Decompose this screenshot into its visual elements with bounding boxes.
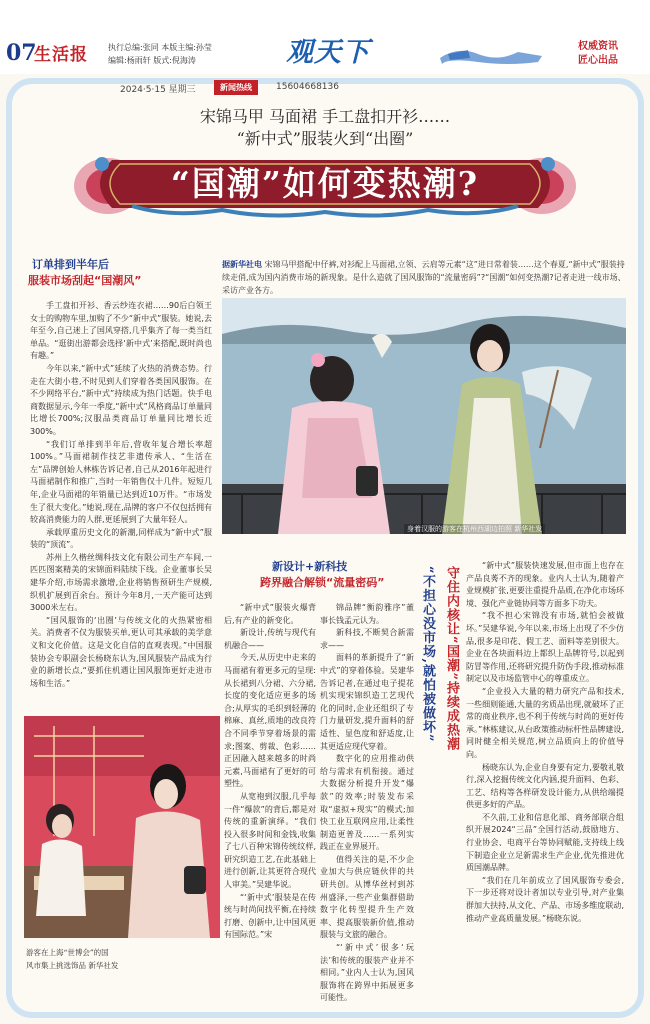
- middle-c1-para-1: “新中式”服装火爆背后,有产业的新变化。: [224, 603, 316, 625]
- intro-paragraph: [222, 258, 626, 297]
- staff-line-2: 编辑:杨雨轩 版式:倪海涛: [108, 56, 196, 65]
- middle-article-col-1: [224, 602, 316, 1008]
- section-title: 观天下: [286, 37, 370, 68]
- middle-c2-para-6: “‘新中式’很多‘玩法’和传统的服装产业并不相同。”业内人士认为,国风服饰将在跨界中拓展更多可能性。: [320, 943, 414, 1003]
- right-vertical-title-1: 守住内核让“国潮”持续成热潮: [444, 566, 459, 751]
- left-para-4: 承载厚重历史文化的新潮,同样成为“新中式”服装的“顶流”。: [30, 527, 212, 550]
- staff-line-1: 执行总编:张同 本版主编:孙莹: [108, 43, 212, 52]
- right-para-2: “我不担心宋锦没有市场,就怕会被做坏。”吴建华说,今年以来,市场上出现了不少仿品,很多是印花、假工艺、面料等差别很大。企业在各块面料边上都织上品牌符号,以起到防冒等作用,还将研究提升防伪手段,推动标准制定以及市场监管中心的尊重成立。: [466, 611, 624, 684]
- page-number: 07: [6, 40, 37, 66]
- photo2-caption-line-1: 游客在上海“世博会”的国: [26, 948, 109, 957]
- main-headline: “国潮”如何变热潮?: [170, 164, 480, 203]
- hotline-phone: 15604668136: [276, 82, 339, 92]
- dateline: [120, 80, 520, 96]
- middle-article-col-2: [320, 602, 414, 1008]
- middle-c1-para-5: “‘新中式’服装是在传统与时尚间找平衡,在持续打磨、创新中,让中国风更有国际范。”宋: [224, 892, 316, 940]
- left-subhead-1: 订单排到半年后: [32, 258, 109, 271]
- middle-c2-para-5: 值得关注的是,不少企业加大与供应链伙伴的共研共创。从博华丝村到苏州盛泽,一些产业集群借助数字化转型提升生产效率、提高服装新价值,推动服装与文旅的融合。: [320, 854, 414, 940]
- right-para-5: 不久前,工业和信息化部、商务部联合组织开展2024“三品”全国行活动,鼓励地方、行业协会、电商平台等协同赋能,支持线上线下制造企业立足新需求生产企业,优先推进优质国潮品牌。: [466, 812, 624, 873]
- right-para-1: “新中式”服装快速发展,但市面上也存在产品良莠不齐的现象。业内人士认为,随着产业规模扩张,更要注重提升品质,在净化市场环境、强化产业链协同等方面多下功夫。: [466, 561, 624, 608]
- left-para-6: “国风服饰的‘出圈’与传统文化的火热紧密相关。消费者不仅为服装买单,更认可其承载的美学意义和文化价值。这是文化自信的直观表现。”中国服装协会专职副会长杨晓东认为,国风服装产品成为行业的新增长点,“要抓住机遇让国风服饰更好走进市场和生活。”: [30, 615, 212, 688]
- middle-c2-para-3: 面料的革新提升了“新中式”的穿着体验。吴建华告诉记者,在通过电子提花机实现宋锦织造工艺现代化的同时,企业还组织了专门力量研发,提升面料的舒适性、显色度和舒适度,让其更适应现代穿着。: [320, 653, 414, 751]
- intro-source: 据新华社电: [222, 260, 262, 269]
- middle-c2-para-1: 锦品牌“衡韵雅序”董事长钱孟元认为。: [320, 603, 414, 625]
- right-para-4: 杨晓东认为,企业自身要有定力,要敬礼敬行,深入挖掘传统文化内涵,提升面料、色彩、工艺、结构等各样研发设计能力,从供给端提供更多好的产品。: [466, 762, 624, 810]
- slogan-line-2: 匠心出品: [578, 55, 618, 66]
- left-para-1: 手工盘扣开衫、香云纱连衣裙……90后白领王女士的购物车里,加购了不少“新中式”服装。她说,去年至今,自己迷上了国风穿搭,几乎集齐了每一类当红单品。“逛街出游都会选择‘新中式’来搭配,既时尚也有趣。”: [30, 301, 212, 361]
- middle-subhead-2: 跨界融合解锁“流量密码”: [260, 576, 385, 589]
- kicker-line-2: “新中式”服装火到“出圈”: [236, 129, 414, 148]
- issue-date: 2024·5·15 星期三: [120, 85, 196, 95]
- staff-credits: [108, 41, 212, 67]
- left-para-3: “我们订单排到半年后,营收年复合增长率超100%。”马面裙制作技艺非遗传承人、“生活在左”品牌创始人林栋告诉记者,自己从2016年起进行马面裙制作和推广,当时一年销售仅十几件。短短几年,企业马面裙的年销量已达到近10万件。“市场发生了很大变化。”她说,现在,品牌的客户不仅包括拥有较高消费能力的人群,更延展到了大量年轻人。: [30, 439, 212, 525]
- masthead: [0, 0, 650, 74]
- left-subhead-2: 服装市场刮起“国潮风”: [28, 274, 142, 287]
- photo2-caption: [26, 946, 216, 972]
- middle-c2-para-4: 数字化的应用推动供给与需求有机衔接。通过大数据分析提升开发“爆款”的效率;时装发布采取“虚拟+现实”的模式;加快工业互联网应用,让柔性制造更普及……一系列实践正在业界展开。: [320, 754, 414, 852]
- middle-c1-para-4: 从宽袍到汉服,几乎每一件“爆款”的背后,都是对传统的重新演绎。“我们投入很多时间和金钱,收集了七八百种宋锦传统纹样,研究织造工艺,在此基础上进行创新,让其更符合现代人审美。”吴建华说。: [224, 791, 316, 890]
- slogan: [578, 40, 618, 68]
- middle-c2-para-2: 新科技,不断契合新需求——: [320, 628, 414, 650]
- intro-text: 宋锦马甲搭配中仔裤,对衫配上马面裙,立领、云肩等元素“这”进日常着装……这个春夏,“新中式”服装持续走俏,成为国内消费市场的新现象。是什么造就了国风服饰的“流量密码”?“国潮”如何变热潮?记者走进一线市场、采访产业各方。: [222, 260, 626, 295]
- left-article-body: [30, 300, 212, 715]
- right-article-body: [466, 560, 624, 1008]
- left-para-5: 苏州上久楷丝绸科技文化有限公司生产车间,一匹匹图案精美的宋锦面料陆续下线。企业董事长吴建华介绍,市场需求激增,企业将销售预研生产规模,织机扩展到百余台。预计今年8月,一天产能可达到3000米左右。: [30, 552, 212, 613]
- slogan-line-1: 权威资讯: [578, 41, 618, 52]
- right-vertical-title-2: “不担心没市场,就怕被做坏”: [420, 566, 435, 743]
- paper-name: 生活报: [34, 45, 88, 65]
- middle-subhead-1: 新设计+新科技: [272, 560, 348, 573]
- middle-c1-para-3: 今天,从历史中走来的马面裙有着更多元的呈现:从长裙到八分裙、六分裙,长度的变化适应更多的场合;从厚实的毛织到轻薄的棉麻、真丝,质地的改良符合不同季节穿着场景的需求;图案、剪裁、色彩……正因融入越来越多的时尚元素,马面裙有了更好的可塑性。: [224, 653, 316, 789]
- middle-c1-para-2: 新设计,传统与现代有机融合——: [224, 628, 316, 650]
- photo2-caption-line-2: 风市集上挑选饰品 新华社发: [26, 961, 119, 970]
- left-para-2: 今年以来,“新中式”延续了火热的消费态势。行走在大街小巷,不时见到人们穿着各类国风服饰。在不少网络平台,“新中式”持续成为热门话题。快手电商数据显示,今年一季度,“新中式”风格商品订单量同比增长700%;汉服品类商品订单量同比增长近300%。: [30, 363, 212, 436]
- kicker-line-1: 宋锦马甲 马面裙 手工盘扣开衫……: [199, 107, 451, 126]
- right-para-6: “我们在几年前成立了国风服饰专委会,下一步还将对设计者加以专业引导,对产业集群加大扶持,从文化、产品、市场多维度联动,推动产业高质量发展。”杨晓东说。: [466, 875, 624, 923]
- market-shopping-photo: [24, 716, 220, 938]
- hotline-label: 新闻热线: [214, 80, 258, 95]
- photo1-caption: 身着汉服的游客在杭州西湖边拍照 新华社发: [404, 524, 545, 534]
- west-lake-hanfu-photo: [222, 298, 626, 534]
- ink-splash-decoration: [438, 40, 546, 70]
- right-para-3: “企业投入大量的精力研究产品和技术,一些细则能通,大量的劣质品出现,就破坏了正常的商业秩序,也不利于传统与时尚的更好传承。”林栋建议,从台政策推动标杆性品牌建设,同时健全相关规范,树立品质向上的价值导向。: [466, 686, 624, 759]
